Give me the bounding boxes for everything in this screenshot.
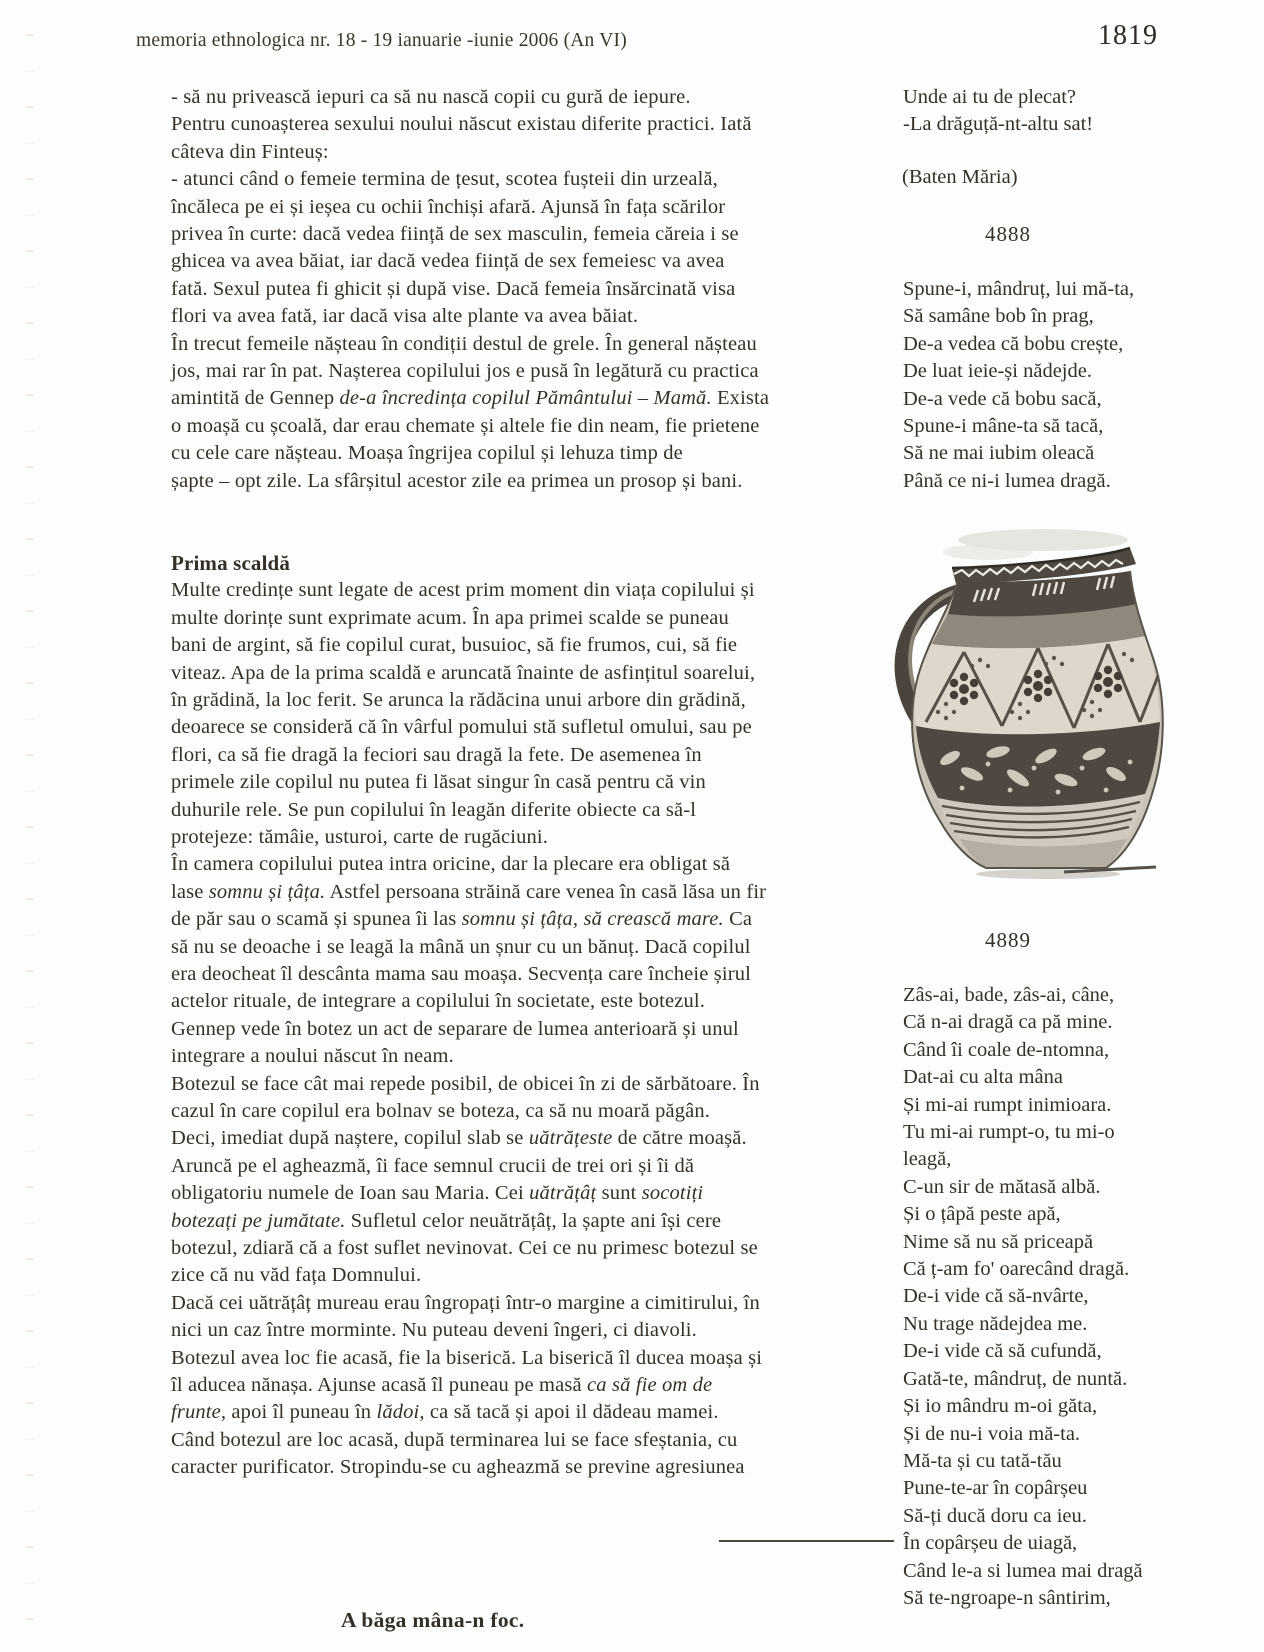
text-line: leagă, [903,1148,952,1171]
verse-couplet [903,84,1203,139]
text-line: -La drăguță-nt-altu sat! [903,113,1094,136]
text-line: În trecut femeile nășteau în condiții destul de grele. În general nășteau [171,332,757,355]
text-line: Să-ți ducă doru ca ieu. [903,1504,1087,1527]
poem-4889 [903,982,1143,1612]
text-line: Până ce ni-i lumea dragă. [903,469,1111,492]
text-line: multe dorințe sunt exprimate acum. În apa primei scalde se puneau [171,606,729,629]
text-line: nici un caz între morminte. Nu puteau deveni îngeri, ci diavoli. [171,1319,697,1342]
text-line: Zâs-ai, bade, zâs-ai, câne, [903,984,1115,1006]
informant-attribution: (Baten Măria) [902,166,1018,188]
text-line: Că ț-am fo' oarecând dragă. [903,1258,1130,1281]
text-line: Botezul se face cât mai repede posibil, de obicei în zi de sărbătoare. În [171,1072,760,1095]
poem-number-4889: 4889 [985,928,1031,952]
text-line: Tu mi-ai rumpt-o, tu mi-o [903,1121,1115,1144]
text-line: Și io mândru m-oi găta, [903,1395,1098,1418]
text-line: Și o țâpă peste apă, [903,1203,1061,1226]
text-line: integrare a noului născut în neam. [171,1045,454,1068]
ceramic-jug-photo [868,526,1180,888]
text-line: Să te-ngroape-n sântirim, [903,1586,1111,1609]
text-line: de păr sau o scamă și spunea îi las somnu și țâța, să crească mare. Ca [171,908,753,931]
text-line: amintită de Gennep de-a încredința copilul Pământului – Mamă. Exista [171,387,770,410]
text-line: Gennep vede în botez un act de separare de lumea anterioară și unul [171,1017,739,1040]
horizontal-rule [719,1540,894,1542]
text-line: flori, ca să fie dragă la feciori sau dragă la fete. De asemenea în [171,743,702,766]
text-line: Și mi-ai rumpt inimioara. [903,1093,1112,1116]
text-line: De-a vede că bobu sacă, [903,387,1102,410]
text-line: Gată-te, mândruț, de nuntă. [903,1367,1128,1390]
text-line: Deci, imediat după naștere, copilul slab se uătrățeste de către moașă. [171,1127,747,1150]
text-line: Pune-te-ar în copârșeu [903,1477,1088,1500]
text-line: Când le-a si lumea mai dragă [903,1559,1143,1582]
text-line: Când botezul are loc acasă, după terminarea lui se face sfeștania, cu [171,1428,738,1451]
text-line: - să nu privească iepuri ca să nu nască copii cu gură de iepure. [171,86,691,108]
text-line: Spune-i, mândruț, lui mă-ta, [903,278,1135,300]
section-heading: Prima scaldă [171,550,291,575]
text-line: lase somnu și țâța. Astfel persoana străină care venea în casă lăsa un fir [171,880,767,903]
text-line: Nu trage nădejdea me. [903,1312,1088,1335]
journal-header: memoria ethnologica nr. 18 - 19 ianuarie -iunie 2006 (An VI) [136,30,627,51]
text-line: Unde ai tu de plecat? [903,86,1077,108]
text-line: bani de argint, să fie copilul curat, busuioc, să fie frumos, cui, să fie [171,634,738,657]
text-line: protejeze: tămâie, usturoi, carte de rugăciuni. [171,825,549,848]
text-line: Multe credințe sunt legate de acest prim moment din viața copilului și [171,579,755,602]
paragraph-gap [171,495,855,550]
text-line: șapte – opt zile. La sfârșitul acestor zile ea primea un prosop și bani. [171,469,743,492]
text-line: o moașă cu școală, dar erau chemate și altele fie din neam, fie prietene [171,414,760,437]
text-line: fată. Sexul putea fi ghicit și după vise. Dacă femeia însărcinată visa [171,277,736,300]
text-line: obligatoriu numele de Ioan sau Maria. Cei uătrățâț sunt socotiți [171,1182,704,1205]
text-line: în grădină, la loc ferit. Se arunca la rădăcina unui arbore din grădină, [171,688,746,711]
text-line: Să samâne bob în prag, [903,305,1094,328]
text-line: deoarece se consideră că în vârful pomului stă sufletul omului, sau pe [171,716,752,739]
text-line: Aruncă pe el agheazmă, îi face semnul crucii de trei ori și îi dă [171,1154,695,1177]
text-line: cazul în care copilul era bolnav se boteza, ca să nu moară păgân. [171,1100,711,1123]
poem-4888 [903,276,1134,495]
text-line: Botezul avea loc fie acasă, fie la biserică. La biserică îl ducea moașa și [171,1346,763,1369]
text-line: De-i vide că să-nvârte, [903,1285,1089,1308]
text-line: În camera copilului putea intra oricine, dar la plecare era obligat să [171,853,731,876]
text-line: C-un sir de mătasă albă. [903,1175,1101,1198]
text-line: botezați pe jumătate. Sufletul celor neuătrățâț, la șapte ani își cere [171,1209,722,1232]
text-line: Pentru cunoașterea sexului noului născut existau diferite practici. Iată [171,113,752,136]
text-line: încăleca pe ei și ieșea cu ochii închiși afară. Ajunsă în fața scărilor [171,195,726,218]
main-text-column [171,84,855,1482]
text-line: frunte, apoi îl puneau în lădoi, ca să tacă și apoi il dădeau mamei. [171,1401,719,1424]
text-line: Spune-i mâne-ta să tacă, [903,415,1104,438]
text-line: duhurile rele. Se pun copilului în leagăn diferite obiecte ca să-l [171,798,697,821]
text-line: primele zile copilul nu putea fi lăsat singur în casă pentru că vin [171,771,706,794]
text-line: cu cele care nășteau. Moașa îngrijea copilul și lehuza timp de [171,442,683,465]
text-line: Că n-ai dragă ca pă mine. [903,1011,1113,1034]
text-line: Dat-ai cu alta mâna [903,1066,1063,1089]
text-line: Mă-ta și cu tată-tău [903,1449,1062,1472]
text-line: caracter purificator. Stropindu-se cu agheazmă se previne agresiunea [171,1456,745,1479]
text-line: câteva din Finteuș: [171,140,329,163]
text-line: era deocheat îl descânta mama sau moașa. Secvența care încheie șirul [171,962,751,985]
scan-noise-strip [26,0,34,1652]
text-line: De-a vedea că bobu crește, [903,332,1124,355]
text-line: actelor rituale, de integrare a copilului în societate, este botezul. [171,990,706,1013]
text-line: privea în curte: dacă vedea ființă de sex masculin, femeia căreia i se [171,223,739,246]
text-line: îl aducea nănașa. Ajunse acasă îl puneau pe masă ca să fie om de [171,1374,713,1397]
text-line: botezul, zdiară că a fost suflet nevinovat. Cei ce nu primesc botezul se [171,1237,758,1260]
page-number: 1819 [1098,20,1158,51]
text-line: Să ne mai iubim oleacă [903,442,1095,465]
text-line: De-i vide că să cufundă, [903,1340,1102,1363]
text-line: Nime să nu să priceapă [903,1230,1094,1253]
jug-illustration [868,526,1180,888]
text-line: În copârșeu de uiagă, [903,1532,1078,1555]
text-line: viteaz. Apa de la prima scaldă e aruncată înainte de asfințitul soarelui, [171,661,756,684]
text-line: flori va avea fată, iar dacă visa alte plante va avea băiat. [171,305,639,328]
text-line: - atunci când o femeie termina de țesut, scotea fușteii din urzeală, [171,168,718,191]
text-line: Când îi coale de-ntomna, [903,1038,1110,1061]
text-line: De luat ieie-și nădejde. [903,360,1092,383]
text-line: ghicea va avea băiat, iar dacă vedea ființă de sex femeiesc va avea [171,250,725,273]
text-line: zice că nu văd fața Domnului. [171,1264,422,1287]
text-line: Și de nu-i voia mă-ta. [903,1422,1081,1445]
text-line: Dacă cei uătrățâț mureau erau îngropați într-o margine a cimitirului, în [171,1291,760,1314]
footer-phrase: A băga mâna-n foc. [341,1608,525,1632]
paragraph-block-2 [171,577,855,1481]
paragraph-block-1 [171,84,855,495]
poem-number-4888: 4888 [985,222,1031,246]
text-line: jos, mai rar în pat. Nașterea copilului jos e pusă în legătură cu practica [171,360,759,383]
text-line: să nu se deoache i se leagă la mână un șnur cu un bănuț. Dacă copilul [171,935,751,958]
